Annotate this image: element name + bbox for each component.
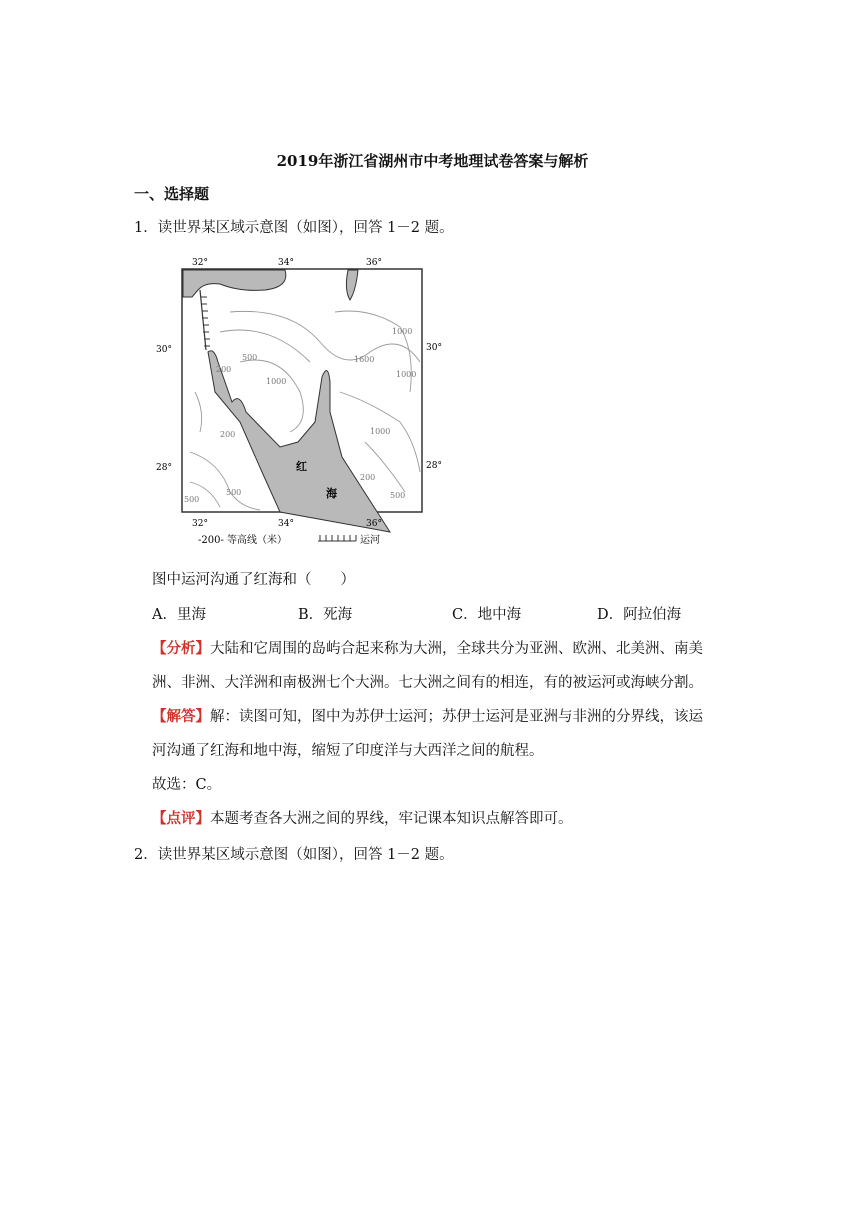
answer-line-2: 河沟通了红海和地中海，缩短了印度洋与大西洋之间的航程。 xyxy=(152,743,544,759)
lon-label: 32° xyxy=(192,258,208,268)
question-1-stem: 图中运河沟通了红海和（ ） xyxy=(152,572,355,588)
legend-canal: 运河 xyxy=(360,535,380,546)
svg-text:200: 200 xyxy=(216,365,232,374)
analysis-line-2: 洲、非洲、大洋洲和南极洲七个大洲。七大洲之间有的相连，有的被运河或海峡分割。 xyxy=(152,675,703,691)
option-d: D．阿拉伯海 xyxy=(597,607,682,623)
lon-label: 34° xyxy=(278,258,294,268)
comment-tag: 【点评】 xyxy=(152,810,210,827)
comment-line: 【点评】本题考查各大洲之间的界线，牢记课本知识点解答即可。 xyxy=(152,810,573,827)
svg-text:500: 500 xyxy=(390,491,406,500)
svg-text:1000: 1000 xyxy=(392,327,413,336)
analysis-line-1: 【分析】大陆和它周围的岛屿合起来称为大洲，全球共分为亚洲、欧洲、北美洲、南美 xyxy=(152,640,703,657)
svg-text:1000: 1000 xyxy=(396,370,417,379)
question-2-prompt: 2．读世界某区域示意图（如图），回答 1－2 题。 xyxy=(134,847,454,863)
lat-label: 28° xyxy=(156,463,172,473)
lon-label: 32° xyxy=(192,519,208,529)
lat-label: 28° xyxy=(426,461,442,471)
svg-text:1000: 1000 xyxy=(370,427,391,436)
answer-line-1: 【解答】解：读图可知，图中为苏伊士运河；苏伊士运河是亚洲与非洲的分界线，该运 xyxy=(152,708,703,725)
svg-text:200: 200 xyxy=(360,473,376,482)
lon-label: 36° xyxy=(366,519,382,529)
lon-label: 36° xyxy=(366,258,382,268)
legend-contour: -200- 等高线（米） xyxy=(198,535,288,546)
analysis-tag: 【分析】 xyxy=(152,640,210,657)
legend-canal-symbol xyxy=(318,535,356,541)
svg-text:500: 500 xyxy=(226,488,242,497)
section-heading: 一、选择题 xyxy=(134,185,210,203)
svg-text:1600: 1600 xyxy=(354,355,375,364)
sea-label-char: 红 xyxy=(296,460,307,473)
lat-label: 30° xyxy=(156,345,172,355)
page-title: 2019年浙江省湖州市中考地理试卷答案与解析 xyxy=(276,152,589,170)
lat-label: 30° xyxy=(426,343,442,353)
answer-tag: 【解答】 xyxy=(152,708,210,725)
svg-text:500: 500 xyxy=(184,495,200,504)
option-c: C．地中海 xyxy=(452,607,522,623)
sea-label-char: 海 xyxy=(326,487,337,500)
svg-text:500: 500 xyxy=(242,353,258,362)
option-a: A．里海 xyxy=(152,607,206,623)
lon-label: 34° xyxy=(278,519,294,529)
question-1-prompt: 1．读世界某区域示意图（如图），回答 1－2 题。 xyxy=(134,220,454,236)
option-b: B．死海 xyxy=(298,607,353,623)
answer-choice: 故选：C。 xyxy=(152,777,222,793)
svg-text:200: 200 xyxy=(220,430,236,439)
svg-text:1000: 1000 xyxy=(266,377,287,386)
region-map-figure xyxy=(156,252,442,547)
